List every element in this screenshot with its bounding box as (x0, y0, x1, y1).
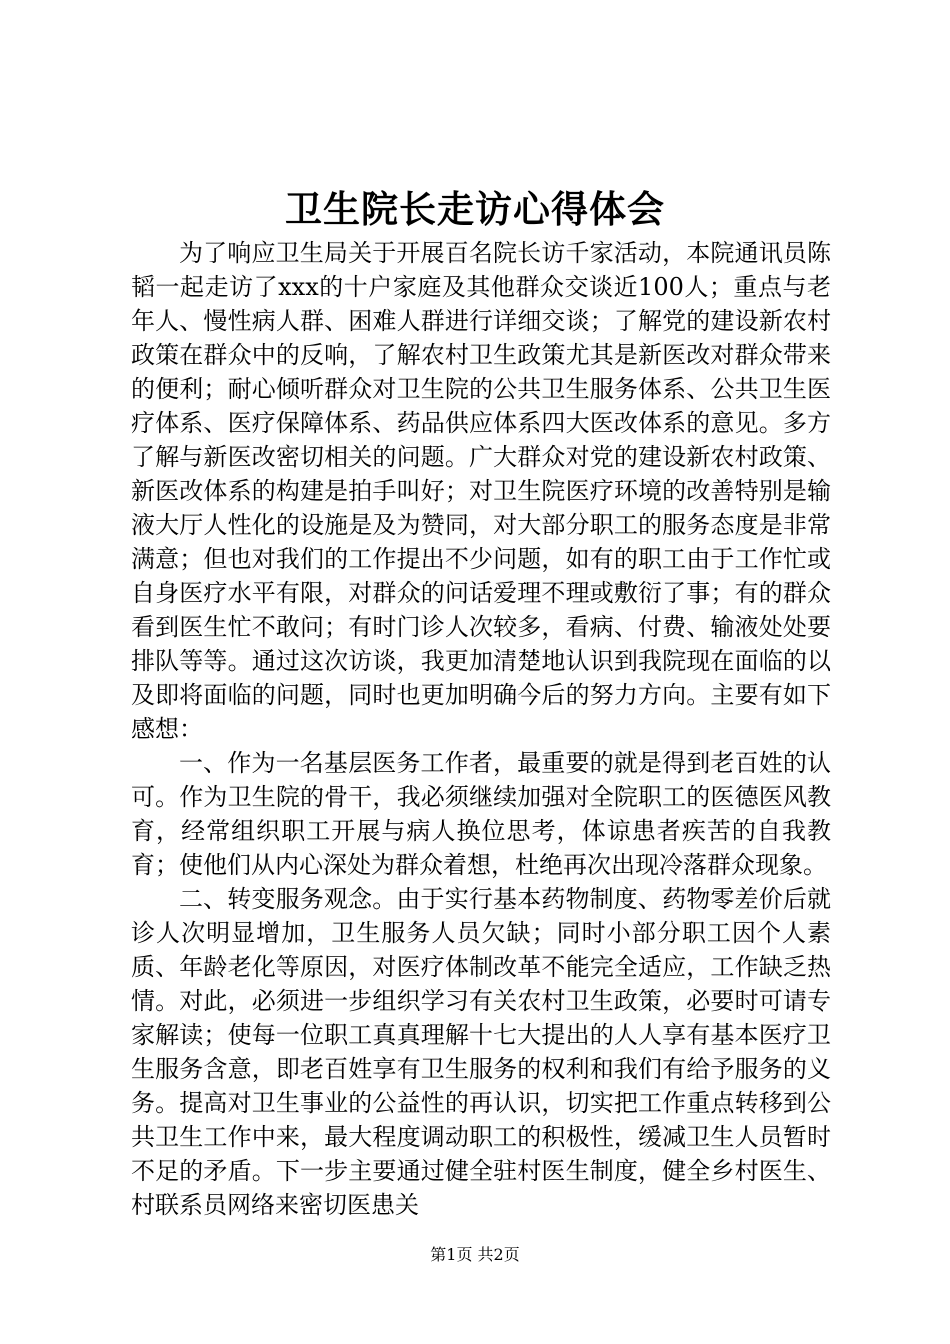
paragraph-point-one: 一、作为一名基层医务工作者，最重要的就是得到老百姓的认可。作为卫生院的骨干，我必须继续加强对全院职工的医德医风教育，经常组织职工开展与病人换位思考，体谅患者疾苦的自我教育；使他们从内心深处为群众着想，杜绝再次出现冷落群众现象。 (131, 749, 831, 879)
paragraph-point-two: 二、转变服务观念。由于实行基本药物制度、药物零差价后就诊人次明显增加，卫生服务人员欠缺；同时小部分职工因个人素质、年龄老化等原因，对医疗体制改革不能完全适应，工作缺乏热情。对此，必须进一步组织学习有关农村卫生政策，必要时可请专家解读；使每一位职工真真理解十七大提出的人人享有基本医疗卫生服务含意，即老百姓享有卫生服务的权利和我们有给予服务的义务。提高对卫生事业的公益性的再认识，切实把工作重点转移到公共卫生工作中来，最大程度调动职工的积极性，缓减卫生人员暂时不足的矛盾。下一步主要通过健全驻村医生制度，健全乡村医生、村联系员网络来密切医患关 (131, 885, 831, 1219)
document-title: 卫生院长走访心得体会 (285, 187, 665, 231)
document-body (131, 236, 831, 1222)
page-footer: 第1页 共2页 (430, 1245, 520, 1264)
paragraph-intro: 为了响应卫生局关于开展百名院长访千家活动，本院通讯员陈韬一起走访了xxx的十户家庭及其他群众交谈近100人；重点与老年人、慢性病人群、困难人群进行详细交谈；了解党的建设新农村政策在群众中的反响，了解农村卫生政策尤其是新医改对群众带来的便利；耐心倾听群众对卫生院的公共卫生服务体系、公共卫生医疗体系、医疗保障体系、药品供应体系四大医改体系的意见。多方了解与新医改密切相关的问题。广大群众对党的建设新农村政策、新医改体系的构建是拍手叫好；对卫生院医疗环境的改善特别是输液大厅人性化的设施是及为赞同，对大部分职工的服务态度是非常满意；但也对我们的工作提出不少问题，如有的职工由于工作忙或自身医疗水平有限，对群众的问话爱理不理或敷衍了事；有的群众看到医生忙不敢问；有时门诊人次较多，看病、付费、输液处处要排队等等。通过这次访谈，我更加清楚地认识到我院现在面临的以及即将面临的问题，同时也更加明确今后的努力方向。主要有如下感想： (131, 239, 831, 743)
